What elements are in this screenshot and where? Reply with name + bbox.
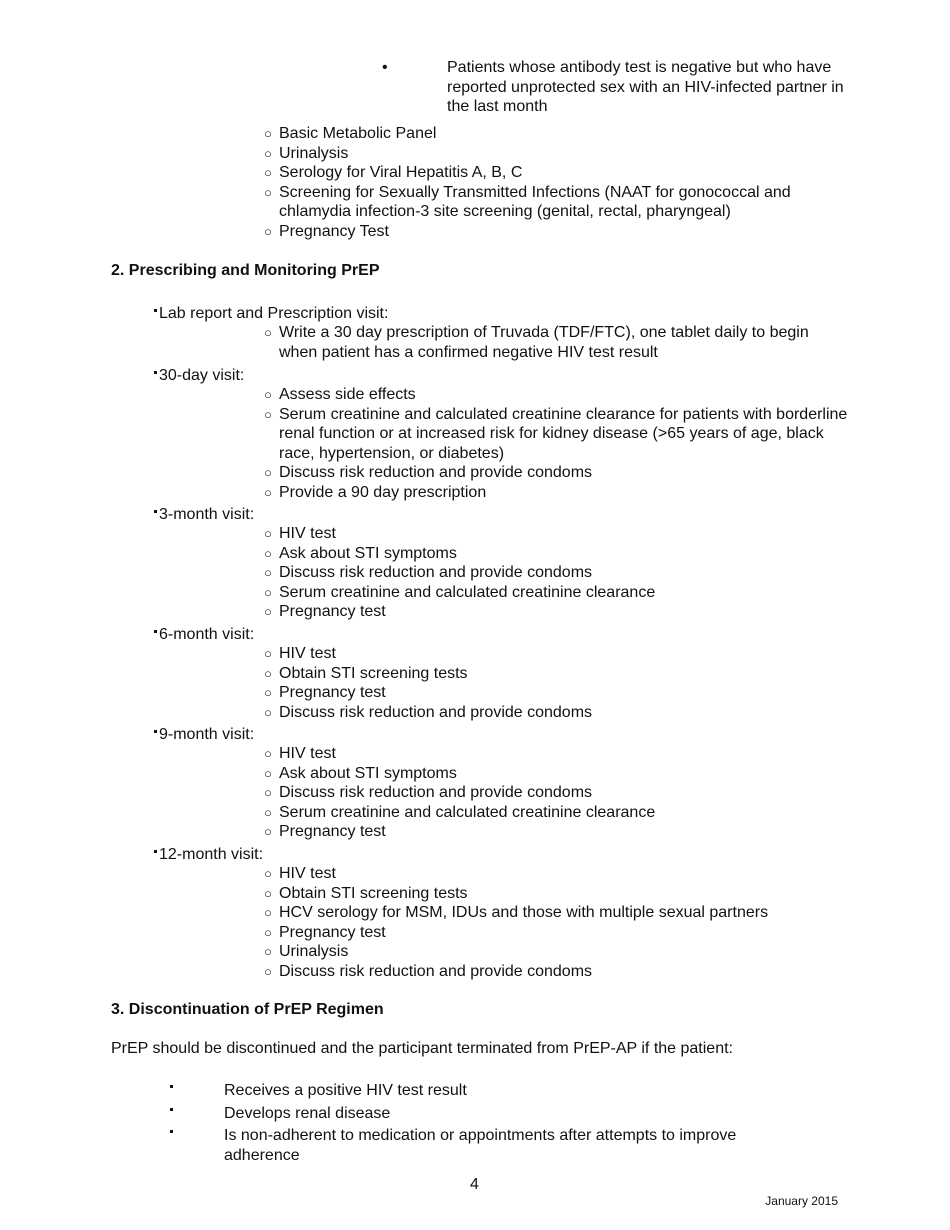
list-item <box>264 144 844 164</box>
visit-label-12-month <box>154 845 263 865</box>
list-item <box>264 884 854 904</box>
list-item <box>264 483 854 503</box>
visit-label-text: Lab report and Prescription visit: <box>159 305 389 322</box>
list-item-text: Serum creatinine and calculated creatinine clearance <box>279 583 656 601</box>
circle-bullet-icon: ○ <box>264 765 272 781</box>
list-item-text: Receives a positive HIV test result <box>224 1082 467 1099</box>
section-3-heading: 3. Discontinuation of PrEP Regimen <box>111 1001 384 1018</box>
list-item-text: Ask about STI symptoms <box>279 764 457 782</box>
list-item-text: Assess side effects <box>279 386 416 403</box>
visit-label-text: 30-day visit: <box>159 367 245 384</box>
list-item-text: Serum creatinine and calculated creatinine clearance <box>279 803 656 821</box>
circle-bullet-icon: ○ <box>264 465 272 480</box>
list-item <box>264 583 854 603</box>
list-item-text: Basic Metabolic Panel <box>279 125 437 142</box>
list-item-text: Discuss risk reduction and provide condoms <box>279 464 593 481</box>
list-item-text: Screening for Sexually Transmitted Infections (NAAT for gonococcal and chlamydia infection-3 site screening (genital, rectal, pharyngeal) <box>279 183 791 220</box>
list-item-text: Pregnancy test <box>279 603 386 620</box>
square-bullet-icon <box>170 1085 173 1088</box>
list-item <box>264 783 854 803</box>
list-item-text: HIV test <box>279 865 336 882</box>
visit-items-9-month <box>264 744 854 842</box>
visit-label-text: 3-month visit: <box>159 506 255 523</box>
visit-label-text: 6-month visit: <box>159 626 255 643</box>
circle-bullet-icon: ○ <box>264 126 272 141</box>
circle-bullet-icon: ○ <box>264 905 272 920</box>
circle-bullet-icon: ○ <box>264 565 272 580</box>
circle-bullet-icon: ○ <box>264 387 272 402</box>
list-item <box>264 864 854 884</box>
list-item-text: Urinalysis <box>279 144 349 162</box>
visit-label-6-month <box>154 625 254 645</box>
section-2-heading: 2. Prescribing and Monitoring PrEP <box>111 262 380 279</box>
list-item <box>264 323 824 362</box>
square-bullet-icon <box>154 630 157 633</box>
square-bullet-icon <box>170 1108 173 1111</box>
list-item <box>264 222 844 242</box>
circle-bullet-icon: ○ <box>264 885 272 901</box>
list-item <box>264 385 854 405</box>
visit-label-text: 9-month visit: <box>159 726 255 743</box>
circle-bullet-icon: ○ <box>264 604 272 619</box>
circle-bullet-icon: ○ <box>264 746 272 761</box>
circle-bullet-icon: ○ <box>264 145 272 161</box>
list-item-text: Ask about STI symptoms <box>279 544 457 562</box>
circle-bullet-icon: ○ <box>264 406 272 422</box>
list-item-text: Pregnancy test <box>279 684 386 701</box>
circle-bullet-icon: ○ <box>264 646 272 661</box>
visit-label-lab-report <box>154 304 388 324</box>
list-item-text: Discuss risk reduction and provide condoms <box>279 703 593 721</box>
list-item <box>264 405 854 464</box>
bullet-icon: • <box>382 59 388 76</box>
list-item <box>264 124 844 144</box>
list-item <box>264 524 854 544</box>
list-item-text: HIV test <box>279 525 336 542</box>
list-item-text: Develops renal disease <box>224 1104 391 1122</box>
list-item <box>264 683 854 703</box>
circle-bullet-icon: ○ <box>264 924 272 940</box>
visit-label-9-month <box>154 725 254 745</box>
square-bullet-icon <box>154 850 157 853</box>
page-number: 4 <box>470 1176 479 1193</box>
visit-items-12-month <box>264 864 854 981</box>
visit-items-lab-report <box>264 323 824 362</box>
circle-bullet-icon: ○ <box>264 804 272 820</box>
list-item-text: Pregnancy test <box>279 923 386 941</box>
list-item <box>264 822 854 842</box>
circle-bullet-icon: ○ <box>264 325 272 340</box>
list-item <box>264 923 854 943</box>
list-item <box>264 463 854 483</box>
circle-bullet-icon: ○ <box>264 184 272 200</box>
square-bullet-icon <box>154 309 157 312</box>
baseline-tests-list <box>264 124 844 241</box>
list-item <box>168 1081 808 1101</box>
circle-bullet-icon: ○ <box>264 963 272 979</box>
list-item-text: HIV test <box>279 645 336 662</box>
list-item-text: Serology for Viral Hepatitis A, B, C <box>279 164 523 181</box>
list-item <box>168 1104 808 1124</box>
square-bullet-icon <box>154 730 157 733</box>
list-item <box>264 644 854 664</box>
list-item <box>264 602 854 622</box>
list-item-text: Obtain STI screening tests <box>279 884 468 902</box>
circle-bullet-icon: ○ <box>264 685 272 700</box>
circle-bullet-icon: ○ <box>264 484 272 500</box>
list-item <box>264 942 854 962</box>
list-item-text: Is non-adherent to medication or appointments after attempts to improve adherence <box>224 1127 737 1164</box>
discontinuation-list <box>168 1081 808 1168</box>
list-item <box>264 803 854 823</box>
list-item-text: Discuss risk reduction and provide condoms <box>279 962 593 980</box>
list-item-text: Write a 30 day prescription of Truvada (TDF/FTC), one tablet daily to begin when patient has a confirmed negative HIV test result <box>279 324 809 361</box>
list-item-text: Obtain STI screening tests <box>279 664 468 682</box>
list-item <box>264 703 854 723</box>
list-item-text: Discuss risk reduction and provide condoms <box>279 564 593 581</box>
section-3-intro: PrEP should be discontinued and the participant terminated from PrEP-AP if the patient: <box>111 1040 733 1057</box>
list-item <box>264 903 854 923</box>
visit-items-6-month <box>264 644 854 722</box>
list-item-text: Urinalysis <box>279 943 349 960</box>
list-item <box>264 764 854 784</box>
square-bullet-icon <box>170 1130 173 1133</box>
list-item-text: Serum creatinine and calculated creatinine clearance for patients with borderline renal function or at increased risk for kidney disease (>65 years of age, black race, hypertension, or diabetes) <box>279 405 848 462</box>
circle-bullet-icon: ○ <box>264 665 272 681</box>
circle-bullet-icon: ○ <box>264 944 272 959</box>
square-bullet-icon <box>154 371 157 374</box>
list-item <box>264 563 854 583</box>
circle-bullet-icon: ○ <box>264 223 272 239</box>
visit-items-30-day <box>264 385 854 502</box>
list-item-text: Provide a 90 day prescription <box>279 483 487 501</box>
list-item <box>168 1126 784 1165</box>
footer-date: January 2015 <box>765 1194 838 1208</box>
circle-bullet-icon: ○ <box>264 824 272 839</box>
list-item-text: Discuss risk reduction and provide condoms <box>279 784 593 801</box>
list-item <box>264 664 854 684</box>
list-item <box>264 544 854 564</box>
circle-bullet-icon: ○ <box>264 584 272 600</box>
visit-label-30-day <box>154 366 244 386</box>
circle-bullet-icon: ○ <box>264 785 272 800</box>
top-bullet-text: Patients whose antibody test is negative but who have reported unprotected sex with an HIV-infected partner in the last month <box>447 59 844 115</box>
list-item-text: HCV serology for MSM, IDUs and those with multiple sexual partners <box>279 904 769 921</box>
list-item-text: HIV test <box>279 745 336 762</box>
list-item <box>264 744 854 764</box>
list-item <box>264 962 854 982</box>
list-item <box>264 163 844 183</box>
list-item <box>264 183 844 222</box>
visit-label-text: 12-month visit: <box>159 846 264 863</box>
circle-bullet-icon: ○ <box>264 704 272 720</box>
circle-bullet-icon: ○ <box>264 545 272 561</box>
circle-bullet-icon: ○ <box>264 165 272 180</box>
visit-items-3-month <box>264 524 854 622</box>
list-item-text: Pregnancy Test <box>279 222 389 240</box>
circle-bullet-icon: ○ <box>264 866 272 881</box>
circle-bullet-icon: ○ <box>264 526 272 541</box>
list-item-text: Pregnancy test <box>279 823 386 840</box>
visit-label-3-month <box>154 505 254 525</box>
square-bullet-icon <box>154 510 157 513</box>
